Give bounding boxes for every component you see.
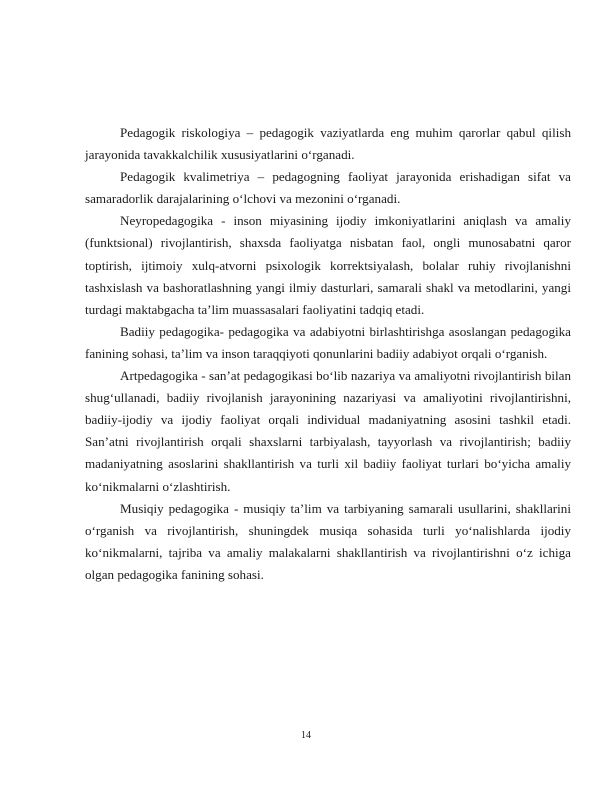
paragraph-badiiy-pedagogika: Badiiy pedagogika- pedagogika va adabiyotni birlashtirishga asoslangan pedagogika fanining sohasi, ta’lim va inson taraqqiyoti qonunlarini badiiy adabiyot orqali o‘rganish.: [85, 323, 571, 361]
page-number: 14: [301, 730, 311, 741]
paragraph-artpedagogika: Artpedagogika - san’at pedagogikasi bo‘lib nazariya va amaliyotni rivojlantirish bilan shug‘ullanadi, badiiy rivojlanish jarayonining nazariyasi va amaliyotini rivojlantirishni, badiiy-ijodiy va ijodiy faoliyat orqali individual madaniyatning asosini tashkil etadi. San’atni rivojlantirish orqali shaxslarni tarbiyalash, tayyorlash va rivojlantirish; badiiy madaniyatning asoslarini shakllantirish va turli xil badiiy faoliyat turlari bo‘yicha amaliy ko‘nikmalarni o‘zlashtirish.: [85, 368, 571, 494]
document-body: [85, 122, 571, 586]
paragraph-neyropedagogika: Neyropedagogika - inson miyasining ijodiy imkoniyatlarini aniqlash va amaliy (funktsional) rivojlantirish, shaxsda faoliyatga nisbatan faol, ongli munosabatni qaror toptirish, ijtimoiy xulq-atvorni psixologik korrektsiyalash, bolalar ruhiy rivojlanishni tashxislash va bashoratlashning yangi ilmiy dasturlari, samarali shakl va metodlarini, yangi turdagi maktabgacha ta’lim muassasalari faoliyatini tadqiq etadi.: [85, 213, 571, 317]
paragraph-pedagogik-kvalimetriya: Pedagogik kvalimetriya – pedagogning faoliyat jarayonida erishadigan sifat va samaradorlik darajalarining o‘lchovi va mezonini o‘rganadi.: [85, 169, 571, 207]
paragraph-pedagogik-riskologiya: Pedagogik riskologiya – pedagogik vaziyatlarda eng muhim qarorlar qabul qilish jarayonida tavakkalchilik xususiyatlarini o‘rganadi.: [85, 125, 571, 163]
paragraph-musiqiy-pedagogika: Musiqiy pedagogika - musiqiy ta’lim va tarbiyaning samarali usullarini, shakllarini o‘rganish va rivojlantirish, shuningdek musiqa sohasida turli yo‘nalishlarda ijodiy ko‘nikmalarni, tajriba va amaliy malakalarni shakllantirish va rivojlantirishni o‘z ichiga olgan pedagogika fanining sohasi.: [85, 500, 571, 582]
